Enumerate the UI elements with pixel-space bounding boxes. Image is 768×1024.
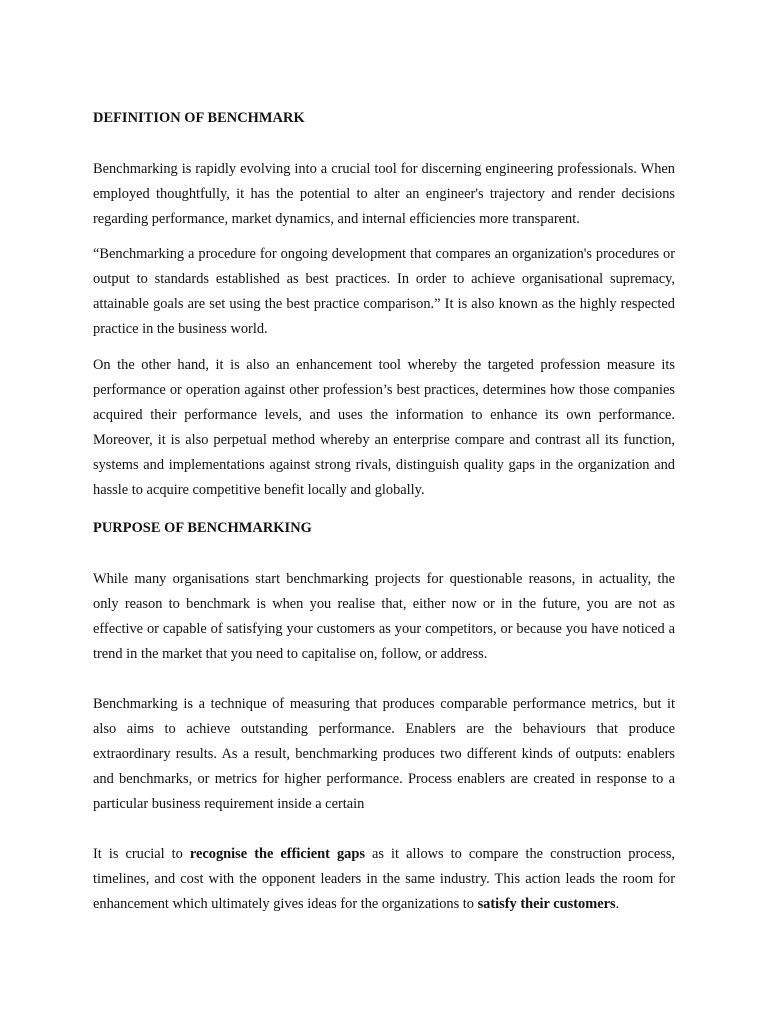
text-run: . (615, 896, 620, 912)
text-run: as it allows to compare the construction process, timelines, and cost with the opponent leaders in the same industry. This action leads the room for enhancement which ultimately gives ideas for the organizations to (93, 846, 676, 912)
section-heading-purpose: PURPOSE OF BENCHMARKING (93, 520, 312, 536)
text-run: It is crucial to (93, 846, 190, 862)
bold-text-satisfy-customers: satisfy their customers (477, 896, 616, 912)
paragraph-purpose-1: While many organisations start benchmarking projects for questionable reasons, in actuality, the only reason to benchmark is when you realise that, either now or in the future, you are not as effective or capable of satisfying your customers as your competitors, or because you have noticed a trend in the market that you need to capitalise on, follow, or address. (93, 571, 675, 662)
paragraph-purpose-2: Benchmarking is a technique of measuring that produces comparable performance metrics, but it also aims to achieve outstanding performance. Enablers are the behaviours that produce extraordinary results. As a result, benchmarking produces two different kinds of outputs: enablers and benchmarks, or metrics for higher performance. Process enablers are created in response to a particular business requirement inside a certain (93, 696, 675, 812)
bold-text-efficient-gaps: recognise the efficient gaps (189, 846, 365, 862)
paragraph-definition-1: Benchmarking is rapidly evolving into a crucial tool for discerning engineering professionals. When employed thoughtfully, it has the potential to alter an engineer's trajectory and render decisions regarding performance, market dynamics, and internal efficiencies more transparent. (93, 161, 675, 227)
paragraph-definition-2: “Benchmarking a procedure for ongoing development that compares an organization's procedures or output to standards established as best practices. In order to achieve organisational supremacy, attainable goals are set using the best practice comparison.” It is also known as the highly respected practice in the business world. (93, 246, 675, 337)
document-body (93, 106, 675, 917)
paragraph-purpose-3 (93, 842, 675, 917)
section-heading-definition: DEFINITION OF BENCHMARK (93, 110, 305, 126)
paragraph-definition-3: On the other hand, it is also an enhancement tool whereby the targeted profession measure its performance or operation against other profession’s best practices, determines how those companies acquired their performance levels, and uses the information to enhance its own performance. Moreover, it is also perpetual method whereby an enterprise compare and contrast all its function, systems and implementations against strong rivals, distinguish quality gaps in the organization and hassle to acquire competitive benefit locally and globally. (93, 357, 675, 498)
